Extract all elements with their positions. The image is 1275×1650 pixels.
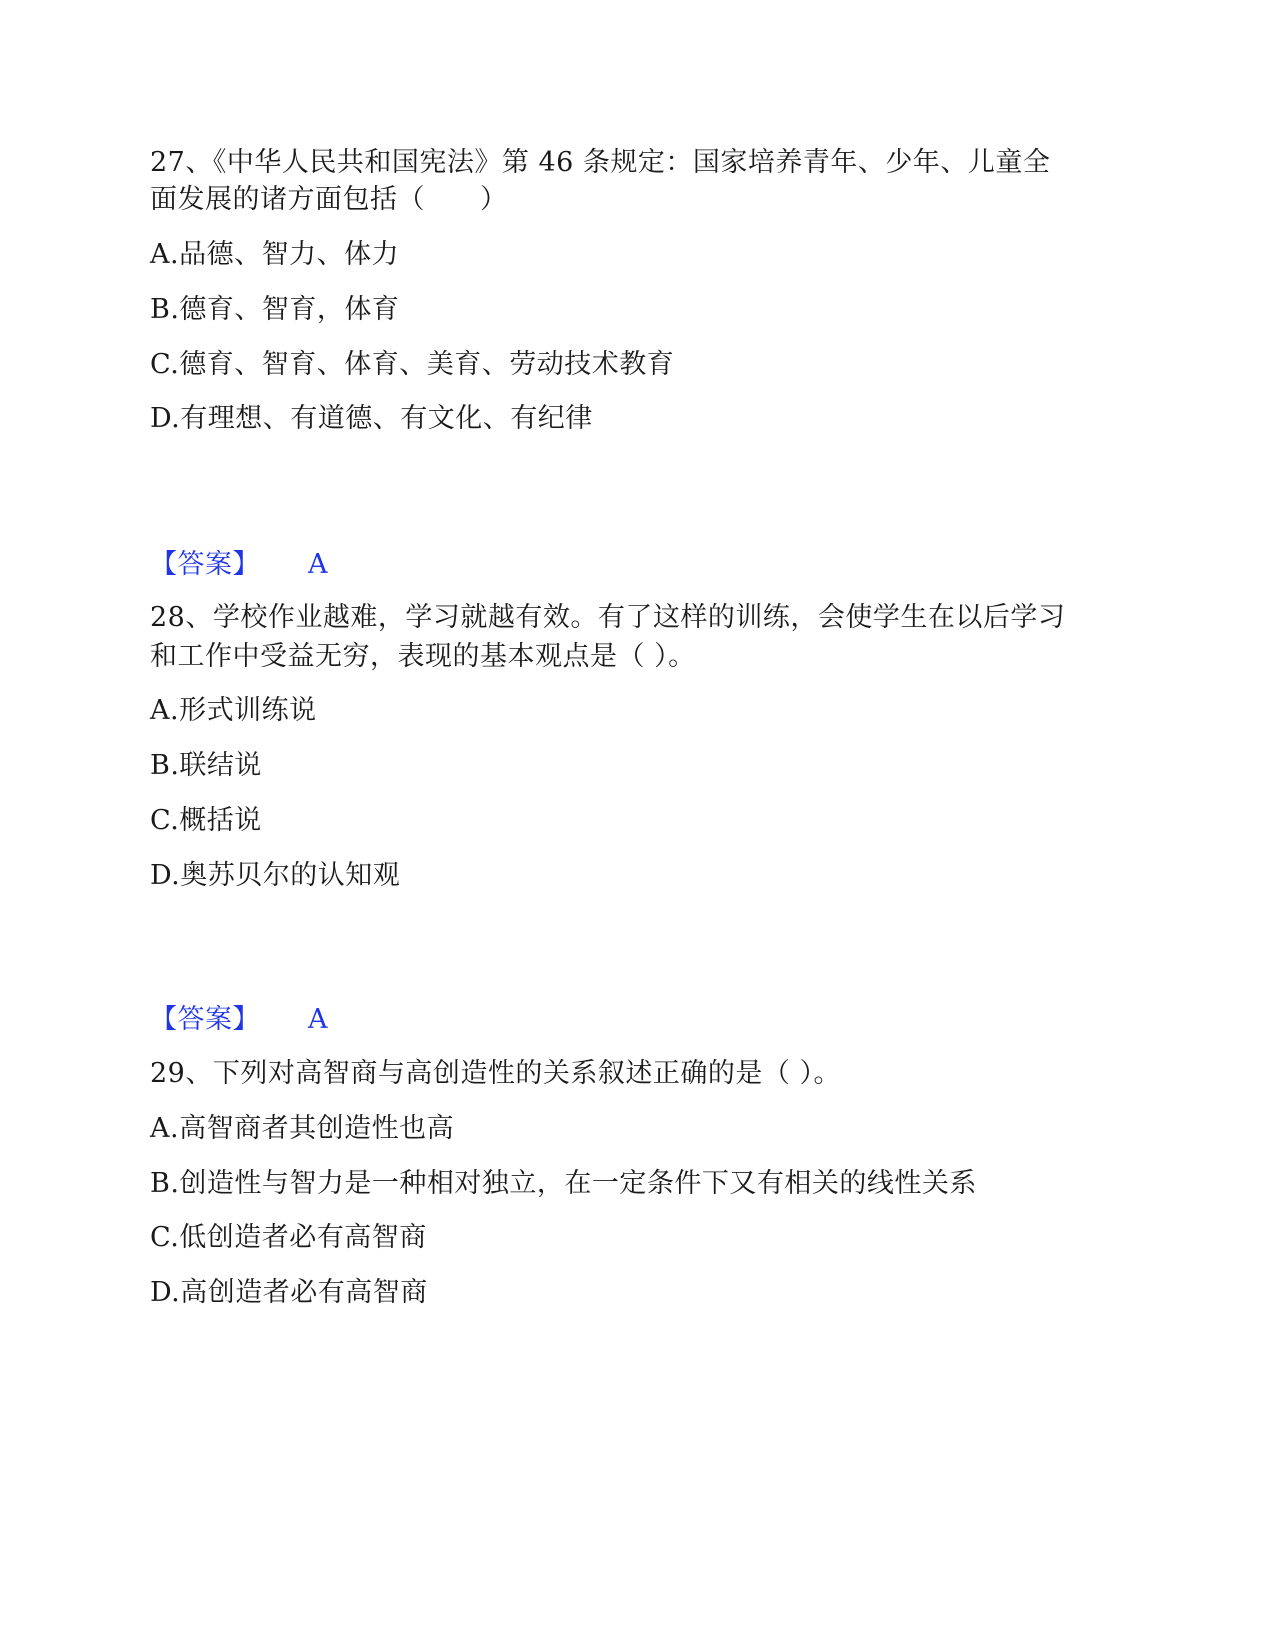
question-27-option-c: C.德育、智育、体育、美育、劳动技术教育	[150, 349, 675, 380]
answer-label: 【答案】	[150, 1004, 260, 1035]
question-27-stem-line-2: 面发展的诸方面包括（ ）	[150, 184, 508, 215]
question-29-option-c: C.低创造者必有高智商	[150, 1222, 427, 1253]
question-28-option-a: A.形式训练说	[150, 695, 317, 726]
question-28-answer	[150, 1000, 328, 1040]
question-29-option-b: B.创造性与智力是一种相对独立，在一定条件下又有相关的线性关系	[150, 1168, 977, 1199]
question-29-option-d: D.高创造者必有高智商	[150, 1277, 428, 1308]
question-27-option-d: D.有理想、有道德、有文化、有纪律	[150, 403, 593, 434]
question-27-stem-line-1: 27、《中华人民共和国宪法》第 46 条规定：国家培养青年、少年、儿童全	[150, 147, 1051, 178]
question-27-option-a: A.品德、智力、体力	[150, 239, 400, 270]
question-29-stem-line-1: 29、下列对高智商与高创造性的关系叙述正确的是（ ）。	[150, 1058, 841, 1089]
answer-value: A	[308, 549, 328, 580]
question-28-option-b: B.联结说	[150, 750, 262, 781]
question-27-answer	[150, 545, 328, 585]
answer-value: A	[308, 1004, 328, 1035]
answer-label: 【答案】	[150, 549, 260, 580]
question-29-option-a: A.高智商者其创造性也高	[150, 1113, 455, 1144]
question-28-stem-line-2: 和工作中受益无穷，表现的基本观点是（ ）。	[150, 641, 696, 672]
question-28-option-d: D.奥苏贝尔的认知观	[150, 860, 401, 891]
question-28-stem-line-1: 28、学校作业越难，学习就越有效。有了这样的训练，会使学生在以后学习	[150, 602, 1066, 633]
question-27-option-b: B.德育、智育，体育	[150, 294, 400, 325]
question-28-option-c: C.概括说	[150, 805, 262, 836]
